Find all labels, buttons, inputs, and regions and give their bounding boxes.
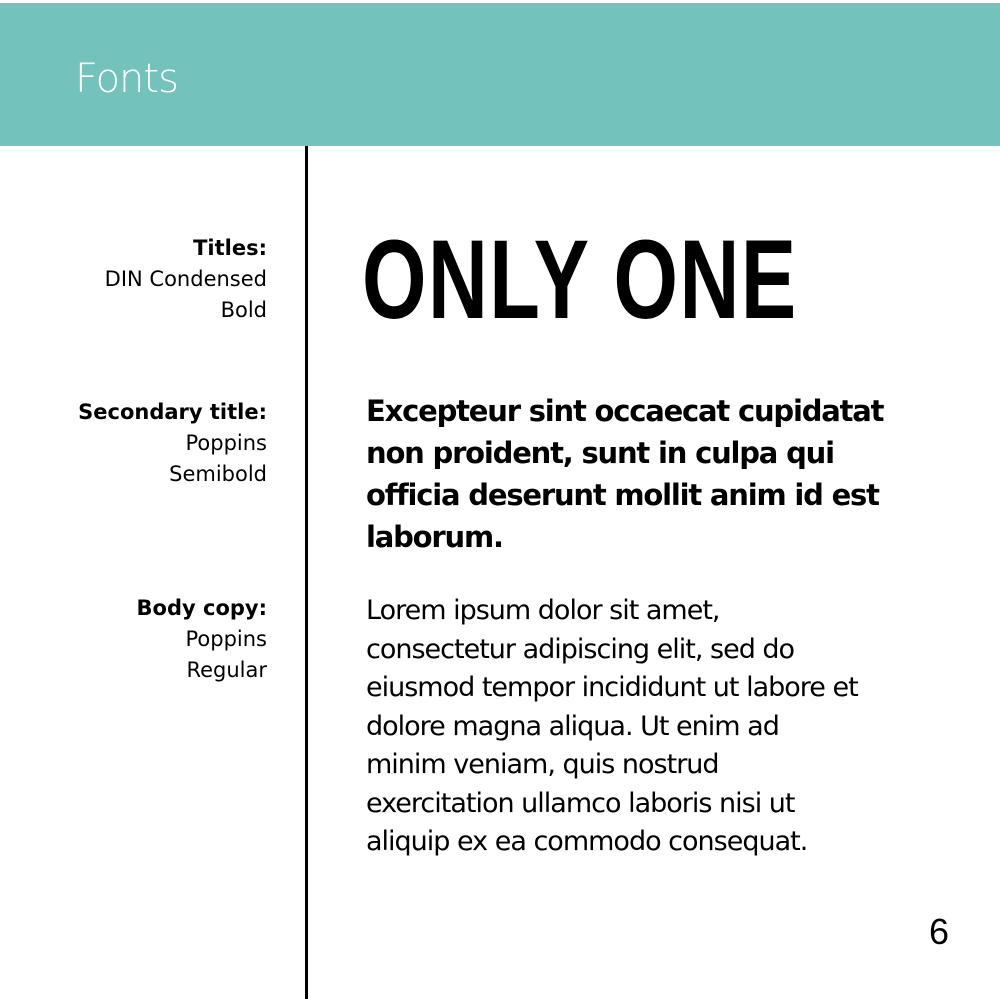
spec-value-line: Poppins (185, 431, 267, 455)
spec-value-line: Poppins (185, 627, 267, 651)
sample-body-line: minim veniam, quis nostrud (366, 749, 719, 780)
sample-body-line: dolore magna aliqua. Ut enim ad (366, 710, 779, 742)
spec-secondary-title (78, 397, 267, 490)
sample-body-line: Lorem ipsum dolor sit amet, (366, 595, 720, 626)
sample-secondary-line: laborum. (366, 520, 503, 554)
vertical-divider (305, 146, 308, 999)
sample-secondary-title (366, 390, 966, 558)
spec-value-line: DIN Condensed (104, 267, 267, 291)
spec-label: Titles: (193, 236, 267, 260)
sample-secondary-line: non proident, sunt in culpa qui (366, 436, 834, 470)
page-number: 6 (929, 911, 950, 952)
sample-secondary-line: Excepteur sint occaecat cupidatat (366, 394, 884, 428)
sample-title: ONLY ONE (362, 217, 798, 342)
header-banner (0, 3, 1000, 146)
sample-body-line: eiusmod tempor incididunt ut labore et (366, 672, 858, 703)
spec-value-line: Regular (186, 658, 267, 682)
spec-body-copy (137, 593, 267, 686)
sample-body-copy (366, 592, 986, 862)
page-title: Fonts (75, 56, 178, 102)
sample-body-line: aliquip ex ea commodo consequat. (366, 826, 808, 857)
spec-value-line: Bold (220, 298, 267, 322)
spec-value-line: Semibold (169, 462, 267, 486)
spec-label: Body copy: (136, 596, 267, 620)
sample-body-line: consectetur adipiscing elit, sed do (366, 633, 795, 665)
spec-titles (105, 233, 267, 326)
sample-body-line: exercitation ullamco laboris nisi ut (366, 787, 795, 819)
spec-label: Secondary title: (78, 400, 267, 424)
sample-secondary-line: officia deserunt mollit anim id est (366, 478, 879, 512)
